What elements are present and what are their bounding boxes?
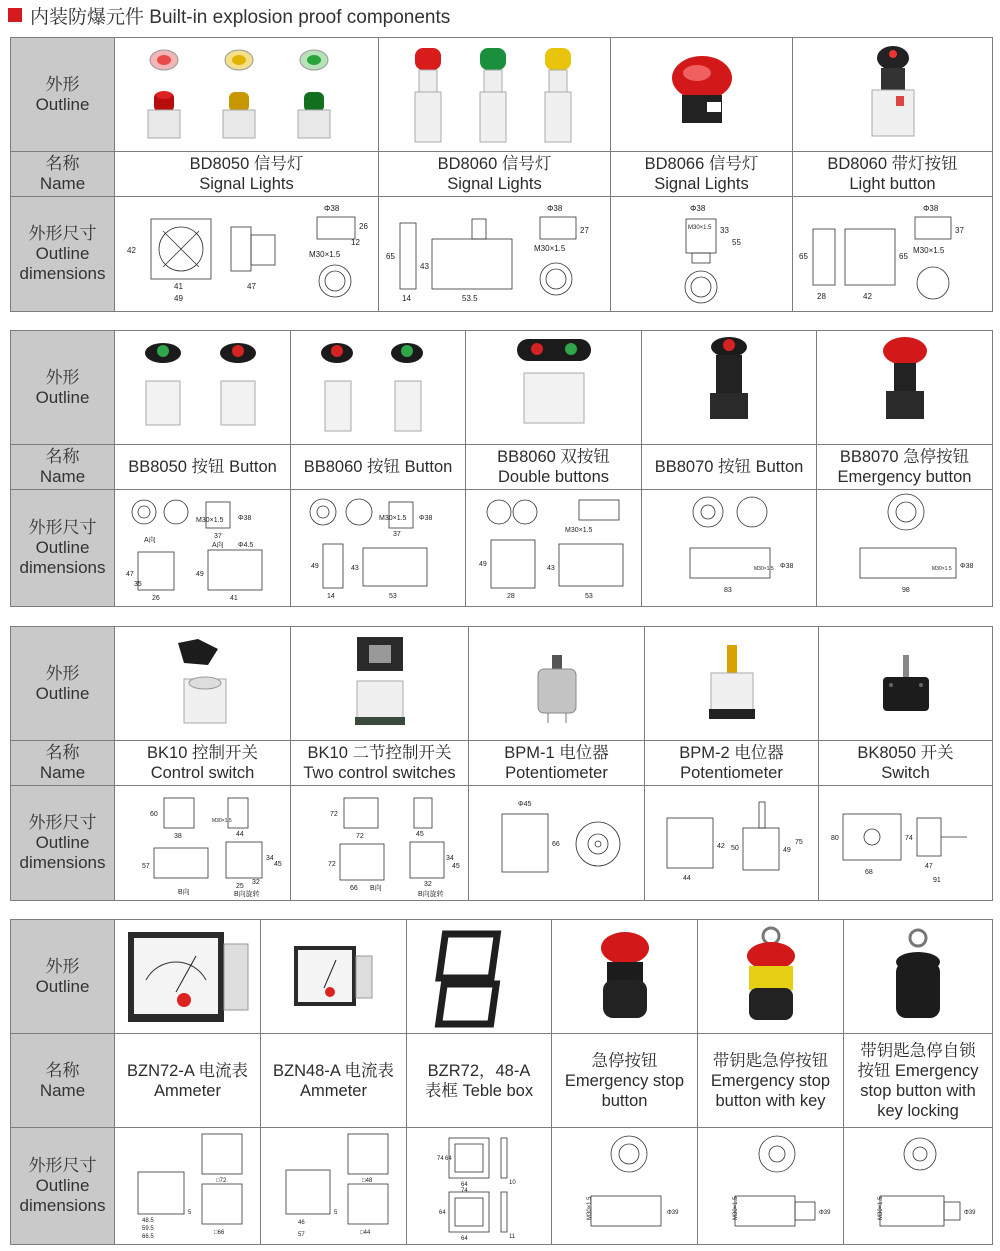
dim-label: 66 (349, 885, 358, 892)
bd8060-drawing (382, 199, 607, 309)
name-bzn48: BZN48-A 电流表 Ammeter (261, 1034, 407, 1128)
dim-label: Φ4.5 (237, 542, 253, 549)
dim-label: 72 (327, 861, 336, 868)
photo-bd8060-light-button (793, 38, 993, 152)
dims-bk8050 (819, 786, 993, 901)
name-bb8070: BB8070 按钮 Button (642, 445, 817, 490)
dim-label: 44 (235, 831, 244, 838)
photo-bpm1 (469, 627, 645, 741)
dims-bpm2 (645, 786, 819, 901)
dims-bk10-two (291, 786, 469, 901)
photo-bk8050 (819, 627, 993, 741)
dim-label: 72 (355, 833, 364, 840)
dim-label: 75 (794, 839, 803, 846)
row-label-outline: 外形 Outline (11, 920, 115, 1034)
row-label-outline: 外形 Outline (11, 331, 115, 445)
dim-label: 74 (461, 1188, 468, 1194)
dim-label: 64 (445, 1156, 452, 1162)
dim-label: 66 (551, 841, 560, 848)
bb8060-photo-icon (293, 333, 463, 443)
photo-bk10 (115, 627, 291, 741)
bk8050-photo-icon (821, 629, 991, 739)
dim-label: Φ38 (690, 204, 706, 213)
dims-emergency-stop-key-locking (844, 1128, 993, 1245)
dim-label: 34 (265, 855, 274, 862)
bpm2-drawing (647, 788, 817, 898)
dim-label: 41 (174, 282, 183, 291)
dims-bd8050 (115, 197, 379, 312)
dim-label: M30×1.5 (754, 566, 774, 572)
name-bpm2: BPM-2 电位器 Potentiometer (645, 741, 819, 786)
dim-label: 49 (174, 294, 183, 303)
dims-bb8060 (291, 490, 466, 607)
bb8070-photo-icon (644, 333, 814, 443)
name-bd8050: BD8050 信号灯 Signal Lights (115, 152, 379, 197)
dim-label: Φ38 (959, 563, 973, 570)
dim-label: Φ38 (419, 515, 433, 522)
dim-label: 44 (682, 875, 691, 882)
name-bpm1: BPM-1 电位器 Potentiometer (469, 741, 645, 786)
dim-label: M30×1.5 (534, 244, 566, 253)
dim-label: 12 (351, 238, 360, 247)
bb8060-drawing (293, 492, 463, 604)
dim-label: M30×1.5 (211, 818, 232, 824)
bd8060-light-button-photo-icon (798, 40, 988, 150)
dim-label: 91 (932, 877, 941, 884)
dim-label: 64 (439, 1210, 446, 1216)
emergency-stop-key-locking-photo-icon (846, 922, 991, 1032)
dim-label: 83 (724, 587, 732, 594)
dim-label: 11 (509, 1234, 516, 1240)
bzn72-photo-icon (118, 922, 258, 1032)
dim-label: 28 (817, 292, 826, 301)
dims-bb8070 (642, 490, 817, 607)
photo-bzr72 (407, 920, 552, 1034)
dim-label: 49 (195, 571, 204, 578)
dim-label: 32 (423, 881, 432, 888)
dims-bb8060-double (466, 490, 642, 607)
dim-label: 45 (273, 861, 282, 868)
dim-label: 26 (359, 222, 368, 231)
section-title-text: 内装防爆元件 Built-in explosion proof components (30, 6, 451, 28)
bb8060-double-photo-icon (469, 333, 639, 443)
dim-label: M30×1.5 (309, 250, 341, 259)
dim-label: 49 (478, 561, 487, 568)
name-bk8050: BK8050 开关 Switch (819, 741, 993, 786)
dim-label: M30×1.5 (195, 517, 223, 524)
dims-bd8066 (611, 197, 793, 312)
dim-label: 41 (229, 595, 238, 602)
dim-label: Φ38 (324, 204, 340, 213)
name-bd8066: BD8066 信号灯 Signal Lights (611, 152, 793, 197)
dim-label: 32 (251, 879, 260, 886)
name-emergency-stop-key-locking: 带钥匙急停自锁 按钮 Emergency stop button with key locking (844, 1034, 993, 1128)
dim-label: 64 (461, 1236, 468, 1242)
bpm1-drawing (472, 788, 642, 898)
dim-label: 26 (151, 595, 160, 602)
dim-label: 14 (402, 294, 411, 303)
dims-bd8060-light-button (793, 197, 993, 312)
bb8050-drawing (118, 492, 288, 604)
dim-label: 42 (863, 292, 872, 301)
dim-label: M30×1.5 (564, 527, 592, 534)
dim-label: 49 (782, 847, 791, 854)
photo-bk10-two (291, 627, 469, 741)
dim-label: 42 (127, 246, 136, 255)
dim-label: 34 (445, 855, 454, 862)
dim-label: M30×1.5 (379, 515, 407, 522)
name-bzn72: BZN72-A 电流表 Ammeter (115, 1034, 261, 1128)
dims-bzr72 (407, 1128, 552, 1245)
dim-label: 65 (899, 252, 908, 261)
dims-bzn48 (261, 1128, 407, 1245)
bk10-two-photo-icon (295, 629, 465, 739)
dim-label: 74 (904, 835, 913, 842)
dims-bb8050 (115, 490, 291, 607)
photo-bb8070-emergency (817, 331, 993, 445)
bzr72-photo-icon (409, 922, 549, 1032)
dim-label: 64 (461, 1182, 468, 1188)
dim-label: □44 (359, 1230, 370, 1236)
table-meters (10, 919, 993, 1245)
dim-label: 68 (864, 869, 873, 876)
dim-label: 37 (955, 226, 964, 235)
dim-label: 27 (580, 226, 589, 235)
dim-label: 59.5 (141, 1226, 154, 1232)
dim-label: 53.5 (462, 294, 478, 303)
emergency-stop-photo-icon (555, 922, 695, 1032)
red-square-icon (8, 8, 22, 22)
dim-label: 45 (451, 863, 460, 870)
row-label-name: 名称 Name (11, 741, 115, 786)
dim-label: 55 (732, 238, 741, 247)
dim-label: Φ39 (666, 1210, 678, 1216)
dim-label: 98 (901, 587, 910, 594)
bb8050-photo-icon (118, 333, 288, 443)
dim-label: 72 (329, 811, 338, 818)
dim-label: 37 (393, 531, 401, 538)
dim-label: 25 (235, 883, 244, 890)
dim-label: 5 (333, 1210, 337, 1216)
row-label-dimensions: 外形尺寸 Outline dimensions (11, 490, 115, 607)
dims-bzn72 (115, 1128, 261, 1245)
row-label-outline: 外形 Outline (11, 627, 115, 741)
dim-label: □66 (213, 1230, 224, 1236)
dim-label: B向旋转 (233, 891, 260, 898)
row-label-dimensions: 外形尺寸 Outline dimensions (11, 786, 115, 901)
dim-label: Φ38 (780, 563, 794, 570)
row-label-name: 名称 Name (11, 1034, 115, 1128)
photo-emergency-stop-key-locking (844, 920, 993, 1034)
bd8050-drawing (119, 199, 374, 309)
bzn72-drawing (118, 1130, 258, 1242)
emergency-stop-key-photo-icon (701, 922, 841, 1032)
dim-label: M30×1.5 (586, 1196, 593, 1220)
name-bd8060-light-button: BD8060 带灯按钮 Light button (793, 152, 993, 197)
name-bb8050: BB8050 按钮 Button (115, 445, 291, 490)
photo-bpm2 (645, 627, 819, 741)
bb8070-drawing (644, 492, 814, 604)
emergency-stop-key-locking-drawing (846, 1130, 991, 1242)
table-signal-lights (10, 37, 993, 312)
dim-label: B向 (177, 889, 190, 896)
dim-label: Φ38 (237, 515, 251, 522)
dims-bk10 (115, 786, 291, 901)
dim-label: Φ38 (547, 204, 563, 213)
emergency-stop-key-drawing (701, 1130, 841, 1242)
dim-label: A向 (143, 537, 156, 544)
dims-bpm1 (469, 786, 645, 901)
dim-label: □48 (361, 1178, 372, 1184)
photo-bd8050 (115, 38, 379, 152)
dim-label: □72 (215, 1178, 226, 1184)
dim-label: 37 (213, 533, 222, 540)
dim-label: 60 (149, 811, 158, 818)
dim-label: 35 (133, 581, 142, 588)
dim-label: 50 (730, 845, 739, 852)
table-buttons (10, 330, 993, 607)
name-bk10: BK10 控制开关 Control switch (115, 741, 291, 786)
dims-bd8060 (379, 197, 611, 312)
dim-label: 45 (415, 831, 424, 838)
dim-label: 33 (720, 226, 729, 235)
bzr72-drawing (409, 1130, 549, 1242)
photo-bzn72 (115, 920, 261, 1034)
bzn48-drawing (264, 1130, 404, 1242)
bb8070-emergency-photo-icon (820, 333, 990, 443)
dim-label: 66.5 (141, 1234, 154, 1240)
bd8050-photo-icon (122, 40, 372, 150)
dim-label: 38 (173, 833, 182, 840)
photo-bd8060 (379, 38, 611, 152)
photo-bb8070 (642, 331, 817, 445)
dim-label: 49 (311, 563, 319, 570)
name-bk10-two: BK10 二节控制开关 Two control switches (291, 741, 469, 786)
dim-label: M30×1.5 (913, 246, 945, 255)
dim-label: Φ38 (923, 204, 939, 213)
dim-label: M30×1.5 (688, 225, 712, 231)
dim-label: 80 (830, 835, 839, 842)
bd8066-photo-icon (617, 40, 787, 150)
row-label-outline: 外形 Outline (11, 38, 115, 152)
dim-label: Φ39 (818, 1210, 830, 1216)
name-bb8060-double: BB8060 双按钮 Double buttons (466, 445, 642, 490)
dim-label: 47 (924, 863, 933, 870)
dim-label: 47 (247, 282, 256, 291)
row-label-dimensions: 外形尺寸 Outline dimensions (11, 197, 115, 312)
dim-label: 10 (509, 1180, 516, 1186)
dim-label: 65 (386, 252, 395, 261)
dim-label: 43 (420, 262, 429, 271)
dim-label: 65 (799, 252, 808, 261)
bpm2-photo-icon (647, 629, 817, 739)
row-label-dimensions: 外形尺寸 Outline dimensions (11, 1128, 115, 1245)
emergency-stop-drawing (555, 1130, 695, 1242)
name-bb8060: BB8060 按钮 Button (291, 445, 466, 490)
dim-label: B向旋转 (417, 891, 444, 898)
name-emergency-stop: 急停按钮 Emergency stop button (552, 1034, 698, 1128)
name-bzr72: BZR72，48-A 表框 Teble box (407, 1034, 552, 1128)
bzn48-photo-icon (264, 922, 404, 1032)
dim-label: 46 (297, 1220, 305, 1226)
dim-label: 28 (506, 593, 515, 600)
bd8066-drawing (614, 199, 789, 309)
photo-bd8066 (611, 38, 793, 152)
dim-label: 74 (437, 1156, 444, 1162)
name-emergency-stop-key: 带钥匙急停按钮 Emergency stop button with key (698, 1034, 844, 1128)
dims-emergency-stop-key (698, 1128, 844, 1245)
dim-label: Φ45 (517, 801, 531, 808)
photo-emergency-stop-key (698, 920, 844, 1034)
dim-label: 53 (584, 593, 593, 600)
bk10-two-drawing (294, 788, 466, 898)
dim-label: 14 (327, 593, 335, 600)
bb8070-emergency-drawing (820, 492, 990, 604)
dim-label: 43 (351, 565, 359, 572)
dim-label: 47 (125, 571, 134, 578)
bd8060-light-button-drawing (795, 199, 990, 309)
bpm1-photo-icon (472, 629, 642, 739)
dim-label: 57 (141, 863, 150, 870)
dims-bb8070-emergency (817, 490, 993, 607)
dim-label: 5 (187, 1210, 191, 1216)
photo-bb8050 (115, 331, 291, 445)
bk10-drawing (118, 788, 288, 898)
bk8050-drawing (821, 788, 991, 898)
bk10-photo-icon (118, 629, 288, 739)
name-bd8060: BD8060 信号灯 Signal Lights (379, 152, 611, 197)
row-label-name: 名称 Name (11, 152, 115, 197)
dim-label: Φ39 (963, 1210, 975, 1216)
dim-label: M30×1.5 (877, 1196, 884, 1220)
dim-label: M30×1.5 (732, 1196, 739, 1220)
dim-label: 57 (297, 1232, 305, 1238)
photo-bb8060 (291, 331, 466, 445)
bd8060-photo-icon (385, 40, 605, 150)
dim-label: A向 (211, 542, 224, 549)
table-switches (10, 626, 993, 901)
dim-label: M30×1.5 (931, 566, 952, 572)
dims-emergency-stop (552, 1128, 698, 1245)
photo-emergency-stop (552, 920, 698, 1034)
dim-label: 42 (716, 843, 725, 850)
dim-label: B向 (369, 885, 382, 892)
dim-label: 43 (546, 565, 555, 572)
row-label-name: 名称 Name (11, 445, 115, 490)
photo-bb8060-double (466, 331, 642, 445)
photo-bzn48 (261, 920, 407, 1034)
name-bb8070-emergency: BB8070 急停按钮 Emergency button (817, 445, 993, 490)
bb8060-double-drawing (469, 492, 639, 604)
section-title (8, 2, 450, 28)
dim-label: 48.5 (141, 1218, 154, 1224)
dim-label: 53 (389, 593, 397, 600)
